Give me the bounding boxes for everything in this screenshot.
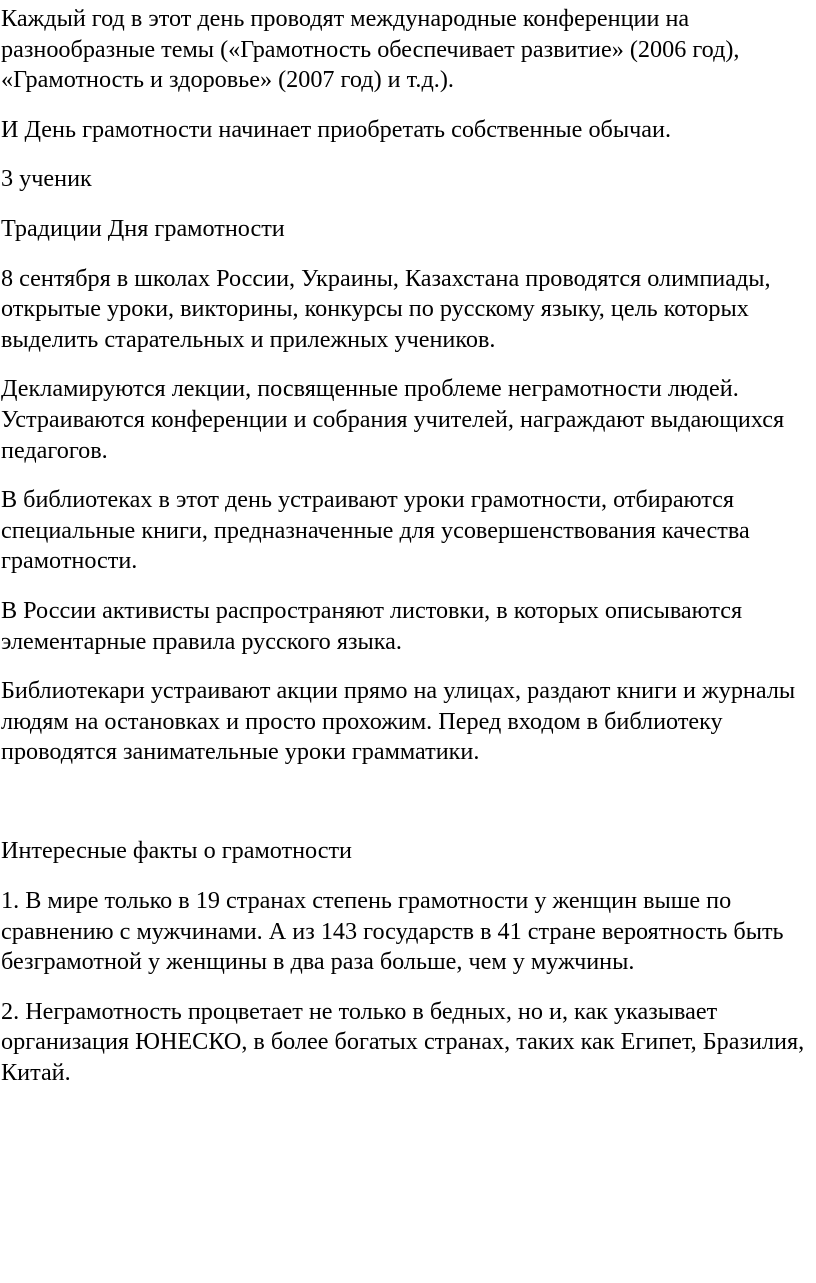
- paragraph-activists: В России активисты распространяют листовки, в которых описываются элементарные правила русского языка.: [1, 596, 743, 655]
- paragraph-customs: И День грамотности начинает приобретать собственные обычаи.: [1, 115, 672, 143]
- section-heading-traditions: Традиции Дня грамотности: [1, 214, 285, 242]
- paragraph-libraries: В библиотеках в этот день устраивают уроки грамотности, отбираются специальные книги, предназначенные для усовершенствования качества грамотности.: [1, 486, 750, 575]
- section-heading-facts: Интересные факты о грамотности: [1, 837, 353, 865]
- document-body: [1, 4, 813, 1108]
- speaker-label: 3 ученик: [1, 165, 92, 193]
- paragraph-conferences: Каждый год в этот день проводят международные конференции на разнообразные темы («Грамотность обеспечивает развитие» (2006 год), «Грамотность и здоровье» (2007 год) и т.д.).: [1, 5, 740, 94]
- fact-item-1: 1. В мире только в 19 странах степень грамотности у женщин выше по сравнению с мужчинами. А из 143 государств в 41 стране вероятность быть безграмотной у женщины в два раза больше, чем у мужчины.: [1, 887, 784, 976]
- blank-line: [1, 787, 813, 818]
- paragraph-lectures: Декламируются лекции, посвященные проблеме неграмотности людей. Устраиваются конференции и собрания учителей, награждают выдающихся педагогов.: [1, 375, 785, 464]
- paragraph-schools: 8 сентября в школах России, Украины, Казахстана проводятся олимпиады, открытые уроки, викторины, конкурсы по русскому языку, цель которых выделить старательных и прилежных учеников.: [1, 264, 771, 353]
- paragraph-librarians: Библиотекари устраивают акции прямо на улицах, раздают книги и журналы людям на остановках и просто прохожим. Перед входом в библиотеку проводятся занимательные уроки грамматики.: [1, 677, 796, 766]
- fact-item-2: 2. Неграмотность процветает не только в бедных, но и, как указывает организация ЮНЕСКО, в более богатых странах, таких как Египет, Бразилия, Китай.: [1, 997, 805, 1087]
